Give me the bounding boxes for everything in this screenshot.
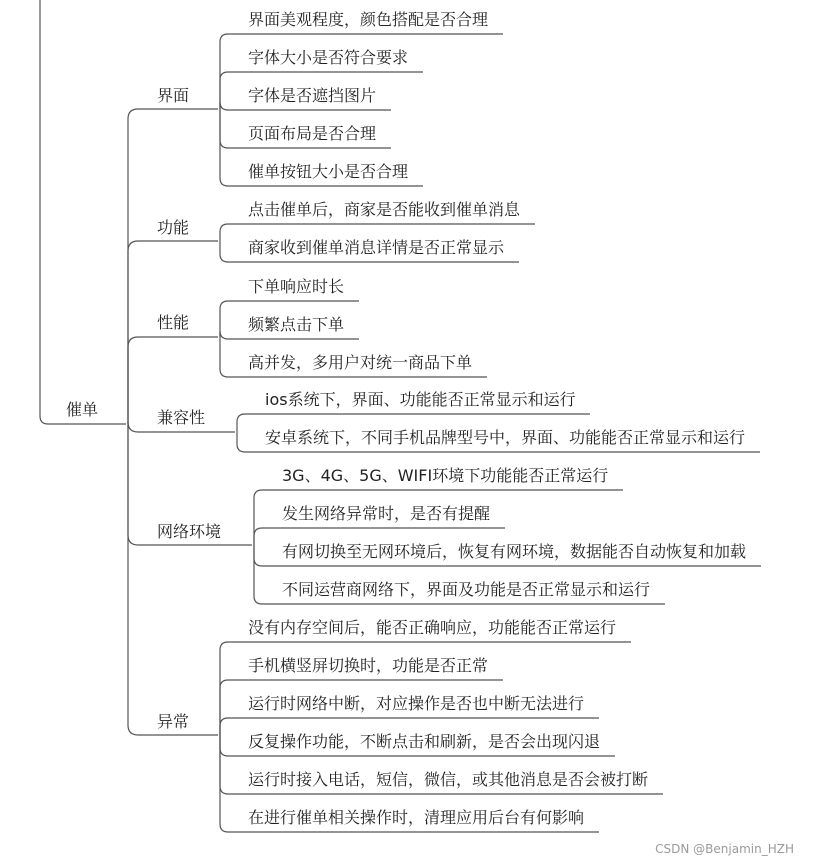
leaf-item: 催单按钮大小是否合理 — [248, 162, 409, 181]
leaf-item: 页面布局是否合理 — [248, 124, 377, 143]
leaf-item: 字体大小是否符合要求 — [248, 48, 409, 67]
branch-label: 界面 — [157, 86, 190, 105]
leaf-item: 3G、4G、5G、WIFI环境下功能能否正常运行 — [282, 466, 609, 485]
leaf-item: 安卓系统下，不同手机品牌型号中，界面、功能能否正常显示和运行 — [265, 428, 746, 447]
leaf-item: 界面美观程度，颜色搭配是否合理 — [248, 10, 489, 29]
branch-label: 兼容性 — [157, 408, 206, 427]
leaf-item: 手机横竖屏切换时，功能是否正常 — [248, 656, 489, 675]
branch-label: 异常 — [157, 712, 190, 731]
leaf-item: 不同运营商网络下，界面及功能是否正常显示和运行 — [282, 580, 651, 599]
leaf-item: 高并发，多用户对统一商品下单 — [248, 353, 473, 372]
branch-label: 功能 — [157, 218, 190, 237]
leaf-item: 没有内存空间后，能否正确响应，功能能否正常运行 — [248, 618, 617, 637]
leaf-item: 字体是否遮挡图片 — [248, 86, 377, 105]
watermark: CSDN @Benjamin_HZH — [655, 842, 794, 856]
leaf-item: 发生网络异常时，是否有提醒 — [282, 504, 491, 523]
leaf-item: 商家收到催单消息详情是否正常显示 — [248, 238, 505, 257]
leaf-item: 点击催单后，商家是否能收到催单消息 — [248, 200, 521, 219]
leaf-item: 反复操作功能，不断点击和刷新，是否会出现闪退 — [248, 732, 601, 751]
branch-label: 性能 — [157, 313, 190, 332]
leaf-item: 运行时网络中断，对应操作是否也中断无法进行 — [248, 694, 585, 713]
leaf-item: 有网切换至无网环境后，恢复有网环境，数据能否自动恢复和加载 — [282, 542, 747, 561]
leaf-item: 运行时接入电话，短信，微信，或其他消息是否会被打断 — [248, 770, 649, 789]
branch-label: 网络环境 — [157, 522, 222, 541]
leaf-item: ios系统下，界面、功能能否正常显示和运行 — [265, 390, 576, 409]
leaf-item: 频繁点击下单 — [248, 315, 345, 334]
leaf-item: 在进行催单相关操作时，清理应用后台有何影响 — [248, 808, 585, 827]
root-node-label: 催单 — [66, 400, 99, 419]
leaf-item: 下单响应时长 — [248, 277, 345, 296]
